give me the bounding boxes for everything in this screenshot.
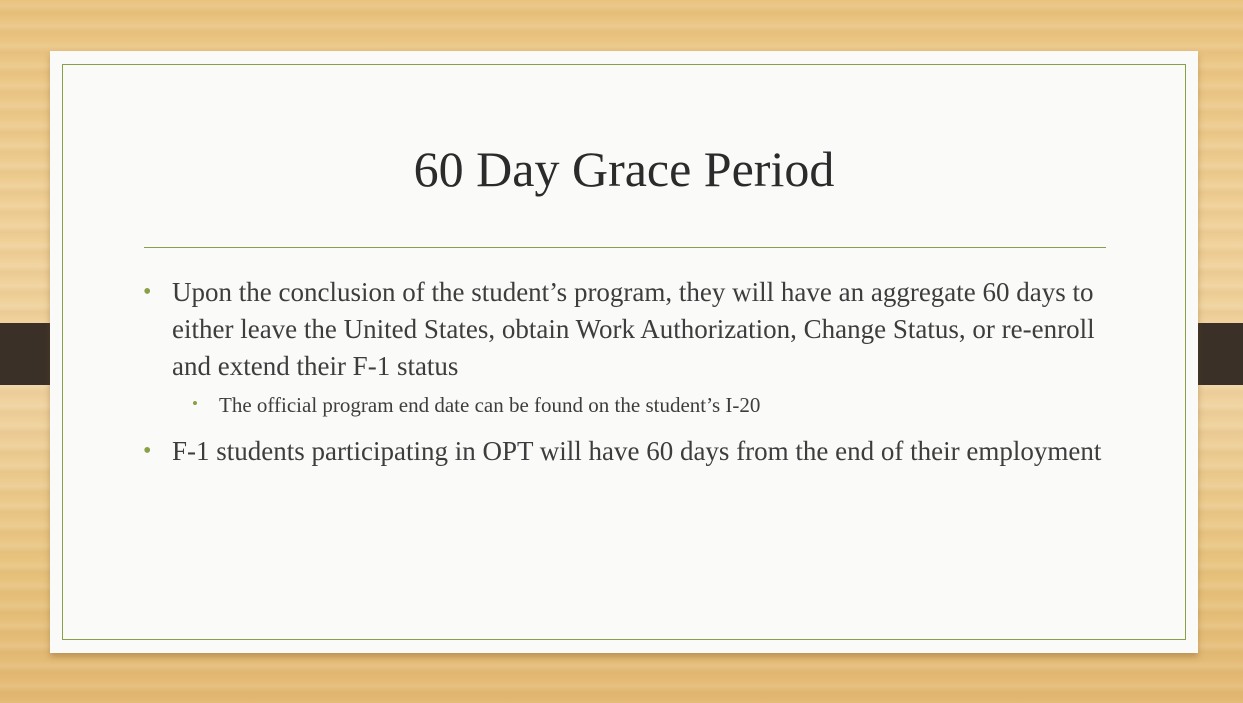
- slide-title: 60 Day Grace Period: [413, 141, 835, 197]
- title-divider: [144, 247, 1106, 248]
- bullet-text: Upon the conclusion of the student’s program, they will have an aggregate 60 days to either leave the United States, obtain Work Authorization, Change Status, or re-enroll and extend their F-1 status: [172, 277, 1095, 381]
- bullet-icon: •: [143, 279, 152, 305]
- sub-bullet-text: The official program end date can be found on the student’s I-20: [219, 393, 761, 417]
- slide-card: [50, 51, 1198, 653]
- sub-bullet-icon: •: [192, 394, 198, 413]
- bullet-item: [143, 274, 1112, 385]
- sub-bullet-item: [192, 391, 1112, 419]
- bullet-text: F-1 students participating in OPT will have 60 days from the end of their employment: [172, 436, 1102, 466]
- slide-body: [143, 274, 1112, 476]
- bullet-icon: •: [143, 438, 152, 464]
- bullet-item: [143, 433, 1112, 470]
